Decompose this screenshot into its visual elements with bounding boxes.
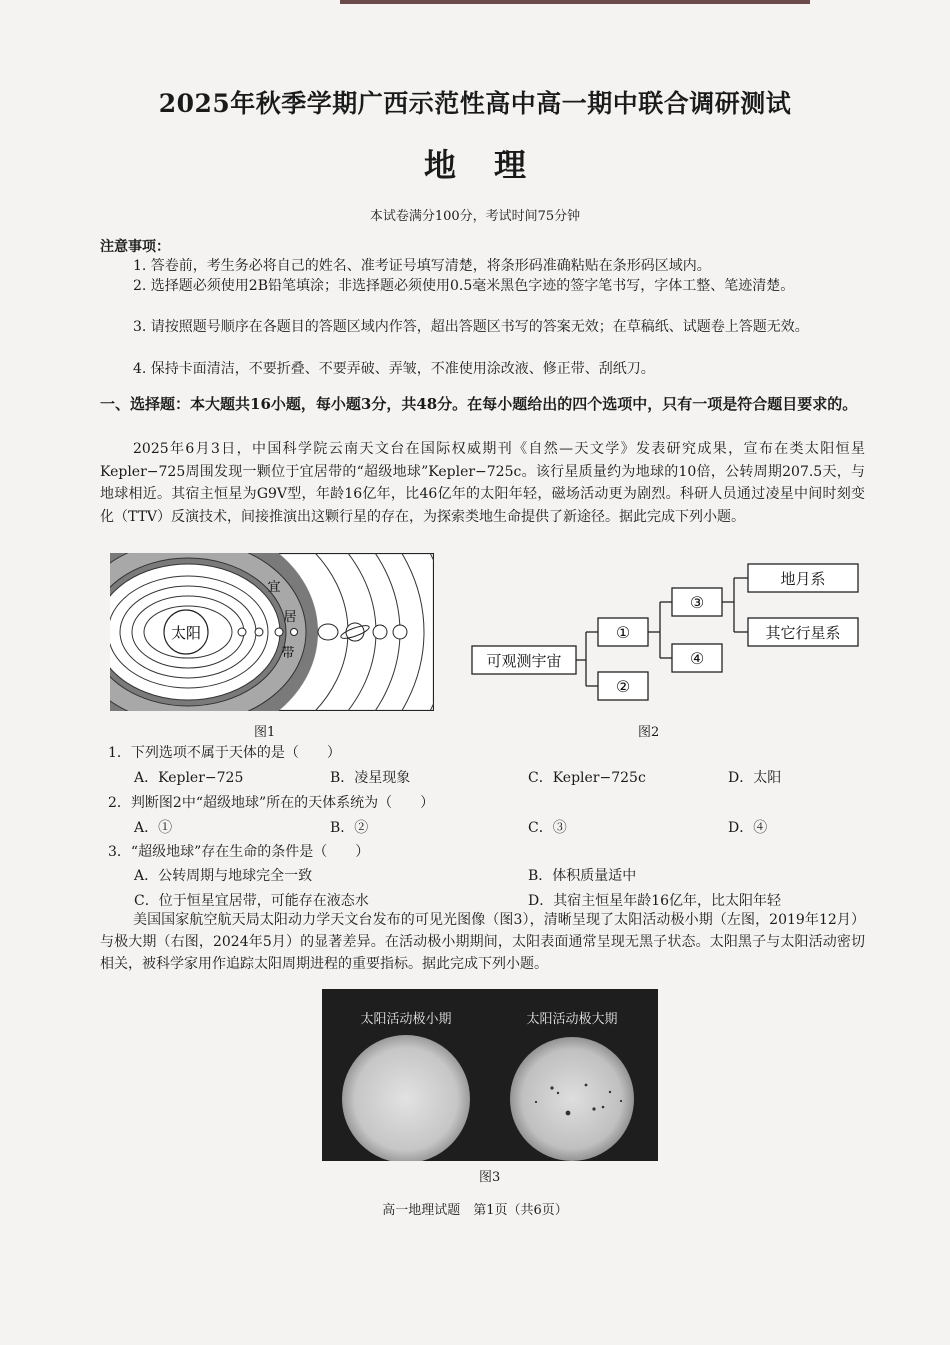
question-3-stem: 3．“超级地球”存在生命的条件是（ ） (108, 844, 370, 860)
q3-option-b: B．体积质量适中 (528, 868, 637, 884)
node-2: ② (615, 677, 631, 696)
node-3: ③ (689, 593, 705, 612)
figure-1-caption: 图1 (254, 725, 276, 740)
node-4: ④ (689, 649, 705, 668)
node-root: 可观测宇宙 (486, 652, 562, 670)
notice-item: 1. 答卷前，考生务必将自己的姓名、准考证号填写清楚，将条形码准确粘贴在条形码区域内。 (133, 258, 711, 274)
sun-min-label: 太阳活动极小期 (360, 1012, 452, 1027)
passage-1: 2025年6月3日，中国科学院云南天文台在国际权威期刊《自然—天文学》发表研究成果，宣布在类太阳恒星Kepler−725周围发现一颗位于宜居带的“超级地球”Kepler−725c。该行星质量约为地球的10倍，公转周期207.5天，与地球相近。其宿主恒星为G9V型，年龄16亿年，比46亿年的太阳年轻，磁场活动更为剧烈。科研人员通过凌星中间时刻变化（TTV）反演技术，间接推演出这颗行星的存在，为探索类地生命提供了新途径。据此完成下列小题。 (100, 441, 865, 525)
q1-option-a: A．Kepler−725 (134, 770, 244, 786)
zone-char: 居 (283, 610, 297, 625)
node-1: ① (615, 623, 631, 642)
notice-item: 4. 保持卡面清洁，不要折叠、不要弄破、弄皱，不准使用涂改液、修正带、刮纸刀。 (133, 361, 655, 377)
exam-meta: 本试卷满分100分，考试时间75分钟 (369, 209, 581, 224)
q1-option-d: D．太阳 (728, 770, 782, 786)
page-footer: 高一地理试题 第1页（共6页） (382, 1203, 568, 1218)
figure-1-orbit-diagram (110, 553, 434, 711)
q1-option-c: C．Kepler−725c (528, 770, 646, 786)
notice-item: 2. 选择题必须使用2B铅笔填涂；非选择题必须使用0.5毫米黑色字迹的签字笔书写，字体工整、笔迹清楚。 (133, 278, 795, 294)
exam-title: 2025年秋季学期广西示范性高中高一期中联合调研测试 (158, 89, 792, 118)
q1-option-b: B．凌星现象 (330, 770, 411, 786)
sun-max-label: 太阳活动极大期 (526, 1012, 618, 1027)
q3-option-a: A．公转周期与地球完全一致 (134, 868, 313, 884)
sun-label: 太阳 (170, 624, 202, 642)
figure-3-caption: 图3 (479, 1170, 501, 1185)
question-2-stem: 2．判断图2中“超级地球”所在的天体系统为（ ） (108, 795, 435, 811)
subject-title: 地理 (423, 146, 564, 184)
figure-2-hierarchy-diagram (468, 560, 864, 708)
section-heading: 一、选择题：本大题共16小题，每小题3分，共48分。在每小题给出的四个选项中，只有一项是符合题目要求的。 (100, 395, 858, 413)
q3-option-c: C．位于恒星宜居带，可能存在液态水 (134, 893, 369, 909)
q2-option-a: A．① (134, 820, 173, 836)
question-1-stem: 1．下列选项不属于天体的是（ ） (108, 745, 341, 761)
leaf-other-systems: 其它行星系 (765, 624, 841, 642)
passage-2: 美国国家航空航天局太阳动力学天文台发布的可见光图像（图3），清晰呈现了太阳活动极小期（左图，2019年12月）与极大期（右图，2024年5月）的显著差异。在活动极小期期间，太阳表面通常呈现无黑子状态。太阳黑子与太阳活动密切相关，被科学家用作追踪太阳周期进程的重要指标。据此完成下列小题。 (100, 912, 865, 972)
notice-item: 3. 请按照题号顺序在各题目的答题区域内作答，超出答题区书写的答案无效；在草稿纸、试题卷上答题无效。 (133, 319, 809, 335)
figure-2-caption: 图2 (638, 725, 660, 740)
leaf-earth-moon: 地月系 (780, 570, 826, 588)
figure-3-sun-images (322, 989, 658, 1161)
zone-char: 宜 (267, 580, 281, 595)
notice-heading: 注意事项： (100, 239, 170, 255)
q2-option-d: D．④ (728, 820, 768, 836)
q2-option-b: B．② (330, 820, 369, 836)
q2-option-c: C．③ (528, 820, 567, 836)
q3-option-d: D．其宿主恒星年龄16亿年，比太阳年轻 (528, 893, 782, 909)
zone-char: 带 (281, 646, 295, 661)
